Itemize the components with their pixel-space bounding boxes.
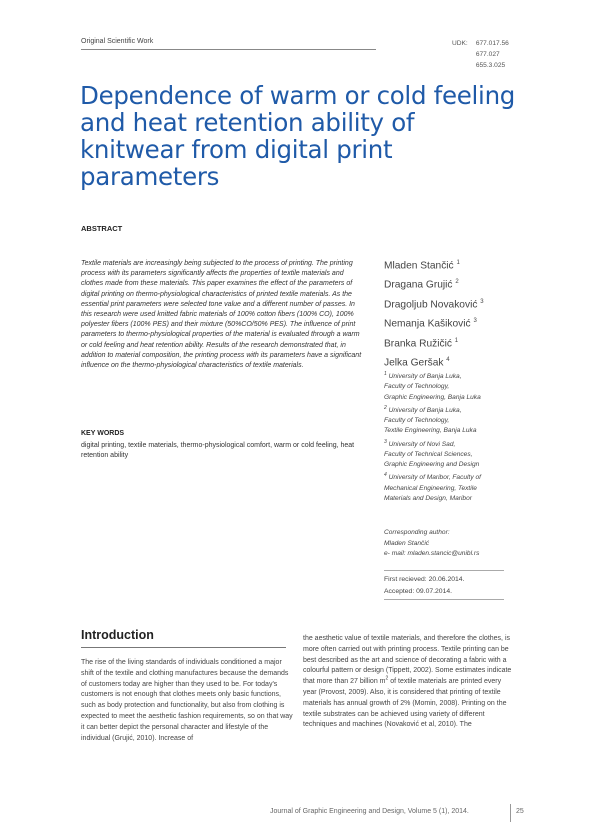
udk-code: 677.017.56 — [475, 40, 509, 47]
abstract-text: Textile materials are increasingly being subjected to the process of printing. The printing process with its parameters significantly affects the properties of textile materials and clothes made from these materials. This paper examines the effect of the parameters of digital printing on thermo-physiological characteristics of printed textile materials. As the essential print parameters were selected tone value and a different number of passes. In this research were used knitted fabric materials of 100% cotton fibers (100% CO), 100% polyester fibers (100% PES) and their mixture (50%CO/50% PES). The influence of print parameters to thermo-physiological properties of the material is evaluated through a warm or cold feeling and heat retention ability. Results of the research demonstrated that, in addition to material composition, the printing process with its parameters have a significant influence on the thermo-physiological characteristics of textile materials. — [81, 260, 362, 370]
affiliation-line: Materials and Design, Maribor — [384, 494, 472, 502]
affiliation-line: $^3$ University of Novi Sad, — [384, 438, 456, 448]
author-name: Dragana Grujić $^2$ — [384, 279, 459, 291]
corresponding-name: Mladen Stančić — [384, 539, 430, 547]
author-name: Nemanja Kašiković $^3$ — [384, 318, 477, 330]
affiliation-line: Faculty of Technology, — [384, 417, 450, 425]
footer-divider — [510, 804, 511, 822]
author-name: Dragoljub Novaković $^3$ — [384, 298, 484, 311]
udk-codes — [476, 38, 509, 71]
abstract-heading: ABSTRACT — [81, 224, 123, 233]
corresponding-author — [384, 528, 479, 560]
affiliation-line: Mechanical Engineering, Textile — [384, 484, 477, 492]
affiliation-line: Graphic Engineering, Banja Luka — [384, 393, 481, 401]
affiliation-line: $^1$ University of Banja Luka, — [384, 371, 462, 381]
affiliation-line: Faculty of Technology, — [384, 383, 450, 391]
corresponding-label: Corresponding author: — [384, 529, 450, 536]
affiliation-line: Faculty of Technical Sciences, — [384, 450, 473, 458]
affiliation-line: $^2$ University of Banja Luka, — [384, 404, 462, 414]
udk-code: 677.027 — [475, 51, 500, 58]
introduction-column-2: the aesthetic value of textile materials, and therefore the clothes, is more often carried out with printing process. Textile printing can be best described as the art and science of decorating a fabric with a colourful pattern or design (Tippett, 2002). Some estimates indicate that more than 27 billion $m^2$ of textile materials are printed every year (Provost, 2009). Also, it is considered that printing of textile materials has annual growth of 2% (Momin, 2008). Printing on the textile substrates can be achieved using variety of different techniques and machines (Novaković et al, 2010). The — [303, 635, 512, 729]
corresponding-email[interactable]: e- mail: mladen.stancic@unibl.rs — [384, 550, 480, 558]
author-name: Mladen Stančić $^1$ — [384, 260, 460, 272]
page-number: 25 — [516, 808, 524, 815]
keywords-text: digital printing, textile materials, thermo-physiological comfort, warm or cold feeling, heat retention ability — [81, 442, 355, 460]
dates-rule-bottom — [384, 599, 504, 600]
author-list — [384, 255, 484, 371]
received-date: First recieved: 20.06.2014. — [384, 576, 465, 583]
accepted-date: Accepted: 09.07.2014. — [384, 587, 453, 595]
author-name: Jelka Geršak $^4$ — [384, 356, 450, 369]
affiliation-line: Textile Engineering, Banja Luka — [384, 427, 477, 435]
affiliation-line: $^4$ University of Maribor, Faculty of — [384, 472, 481, 482]
introduction-column-1: The rise of the living standards of individuals conditioned a major shift of the textile and clothing manufactures because the demands of customers today are higher than they used to be. For today's customers is not enough that clothes meets only basic functions, such as body protection and functionality, but also from clothing is expected to meet the aesthetic fashion requirements, so on that way it can better depict the personal character and lifestyle of the individual (Grujić, 2010). Increase of — [81, 659, 293, 742]
affiliation-line: Graphic Engineering and Design — [384, 461, 480, 469]
article-dates — [384, 574, 464, 597]
udk-label: UDK: — [452, 40, 468, 47]
introduction-rule — [81, 647, 286, 648]
dates-rule-top — [384, 570, 504, 571]
udk-code: 655.3.025 — [475, 62, 506, 69]
introduction-heading: Introduction — [81, 628, 154, 642]
journal-footer: Journal of Graphic Engineering and Design, Volume 5 (1), 2014. — [270, 808, 469, 815]
paper-title: Dependence of warm or cold feeling and heat retention ability of knitwear from digital print parameters — [80, 81, 516, 191]
affiliations — [384, 369, 534, 504]
keywords-heading: KEY WORDS — [81, 430, 125, 437]
article-category: Original Scientific Work — [81, 38, 154, 45]
udk-block — [452, 38, 509, 71]
author-name: Branka Ružičić $^1$ — [384, 337, 459, 349]
header-rule — [81, 49, 376, 50]
